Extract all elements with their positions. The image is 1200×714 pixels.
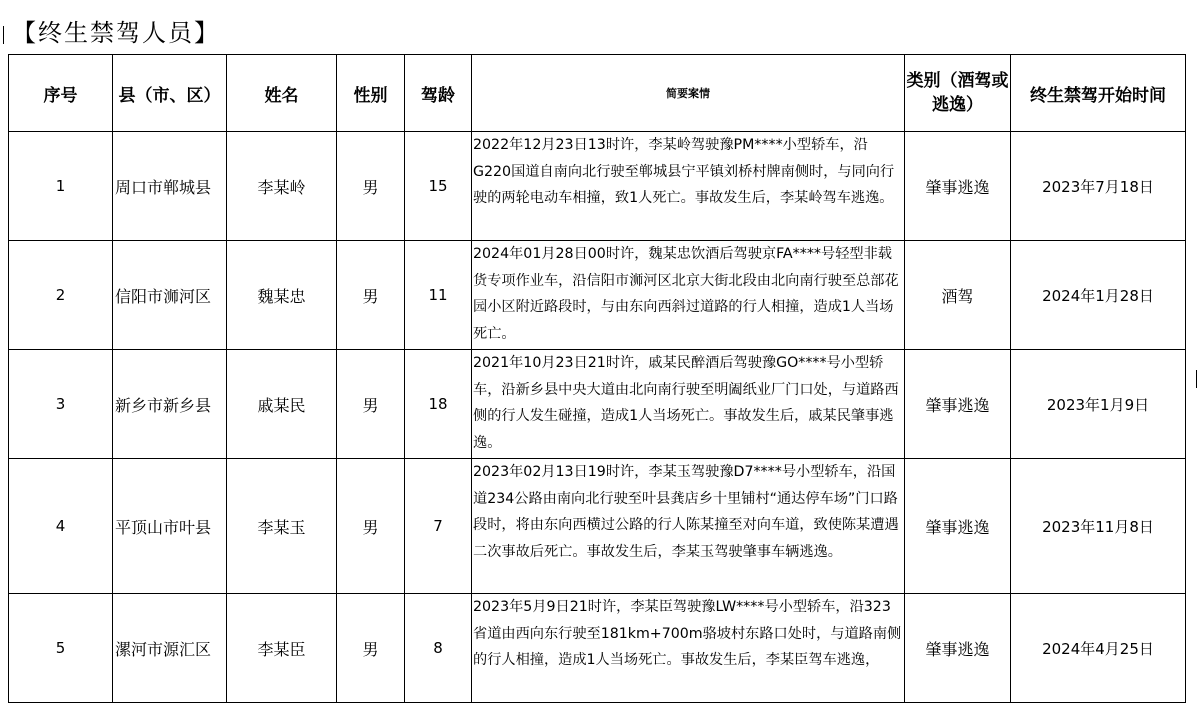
cell-category: 肇事逃逸 xyxy=(905,594,1011,703)
table-row xyxy=(9,350,1186,459)
banned-drivers-table xyxy=(8,54,1186,703)
cell-name: 李某臣 xyxy=(227,594,337,703)
table-row xyxy=(9,241,1186,350)
cell-years: 8 xyxy=(405,594,472,703)
cell-gender: 男 xyxy=(337,132,405,241)
cell-seq: 4 xyxy=(9,459,113,594)
cell-years: 7 xyxy=(405,459,472,594)
cell-detail: 2024年01月28日00时许，魏某忠饮酒后驾驶京FA****号轻型非载货专项作业车，沿信阳市浉河区北京大街北段由北向南行驶至总部花园小区附近路段时，与由东向西斜过道路的行人相撞，造成1人当场死亡。 xyxy=(472,241,905,350)
cell-category: 肇事逃逸 xyxy=(905,350,1011,459)
cell-county: 周口市郸城县 xyxy=(113,132,227,241)
cell-start-date: 2023年11月8日 xyxy=(1011,459,1186,594)
cell-seq: 1 xyxy=(9,132,113,241)
cell-gender: 男 xyxy=(337,350,405,459)
cell-gender: 男 xyxy=(337,459,405,594)
cell-name: 魏某忠 xyxy=(227,241,337,350)
cell-gender: 男 xyxy=(337,241,405,350)
page-title: 【终生禁驾人员】 xyxy=(12,19,220,47)
page-edge-marker xyxy=(1196,370,1197,388)
cell-county: 信阳市浉河区 xyxy=(113,241,227,350)
cell-category: 肇事逃逸 xyxy=(905,459,1011,594)
cell-seq: 3 xyxy=(9,350,113,459)
cell-years: 18 xyxy=(405,350,472,459)
cell-category: 酒驾 xyxy=(905,241,1011,350)
cell-gender: 男 xyxy=(337,594,405,703)
table-header-row xyxy=(9,55,1186,132)
cell-start-date: 2023年1月9日 xyxy=(1011,350,1186,459)
header-detail: 简要案情 xyxy=(472,55,905,132)
cell-start-date: 2023年7月18日 xyxy=(1011,132,1186,241)
cell-detail: 2023年02月13日19时许，李某玉驾驶豫D7****号小型轿车，沿国道234公路由南向北行驶至叶县龚店乡十里铺村“通达停车场”门口路段时，将由东向西横过公路的行人陈某撞至对向车道，致使陈某遭遇二次事故后死亡。事故发生后，李某玉驾驶肇事车辆逃逸。 xyxy=(472,459,905,594)
header-name: 姓名 xyxy=(227,55,337,132)
cell-detail: 2021年10月23日21时许，戚某民醉酒后驾驶豫GO****号小型轿车，沿新乡县中央大道由北向南行驶至明阖纸业厂门口处，与道路西侧的行人发生碰撞，造成1人当场死亡。事故发生后，戚某民肇事逃逸。 xyxy=(472,350,905,459)
cell-years: 11 xyxy=(405,241,472,350)
cell-county: 漯河市源汇区 xyxy=(113,594,227,703)
cell-start-date: 2024年1月28日 xyxy=(1011,241,1186,350)
cell-name: 戚某民 xyxy=(227,350,337,459)
cell-seq: 2 xyxy=(9,241,113,350)
cell-start-date: 2024年4月25日 xyxy=(1011,594,1186,703)
cell-years: 15 xyxy=(405,132,472,241)
cell-seq: 5 xyxy=(9,594,113,703)
header-start-date: 终生禁驾开始时间 xyxy=(1011,55,1186,132)
table-row xyxy=(9,132,1186,241)
cell-name: 李某岭 xyxy=(227,132,337,241)
cell-category: 肇事逃逸 xyxy=(905,132,1011,241)
cell-detail: 2023年5月9日21时许，李某臣驾驶豫LW****号小型轿车，沿323省道由西向东行驶至181km+700m骆坡村东路口处时，与道路南侧的行人相撞，造成1人当场死亡。事故发生后，李某臣驾车逃逸， xyxy=(472,594,905,703)
header-category: 类别（酒驾或逃逸） xyxy=(905,55,1011,132)
header-county: 县（市、区） xyxy=(113,55,227,132)
header-gender: 性别 xyxy=(337,55,405,132)
cell-name: 李某玉 xyxy=(227,459,337,594)
text-cursor xyxy=(3,26,4,44)
cell-county: 新乡市新乡县 xyxy=(113,350,227,459)
table-row xyxy=(9,594,1186,703)
cell-county: 平顶山市叶县 xyxy=(113,459,227,594)
header-years: 驾龄 xyxy=(405,55,472,132)
header-seq: 序号 xyxy=(9,55,113,132)
table-row xyxy=(9,459,1186,594)
cell-detail: 2022年12月23日13时许，李某岭驾驶豫PM****小型轿车，沿G220国道自南向北行驶至郸城县宁平镇刘桥村牌南侧时，与同向行驶的两轮电动车相撞，致1人死亡。事故发生后，李某岭驾车逃逸。 xyxy=(472,132,905,241)
